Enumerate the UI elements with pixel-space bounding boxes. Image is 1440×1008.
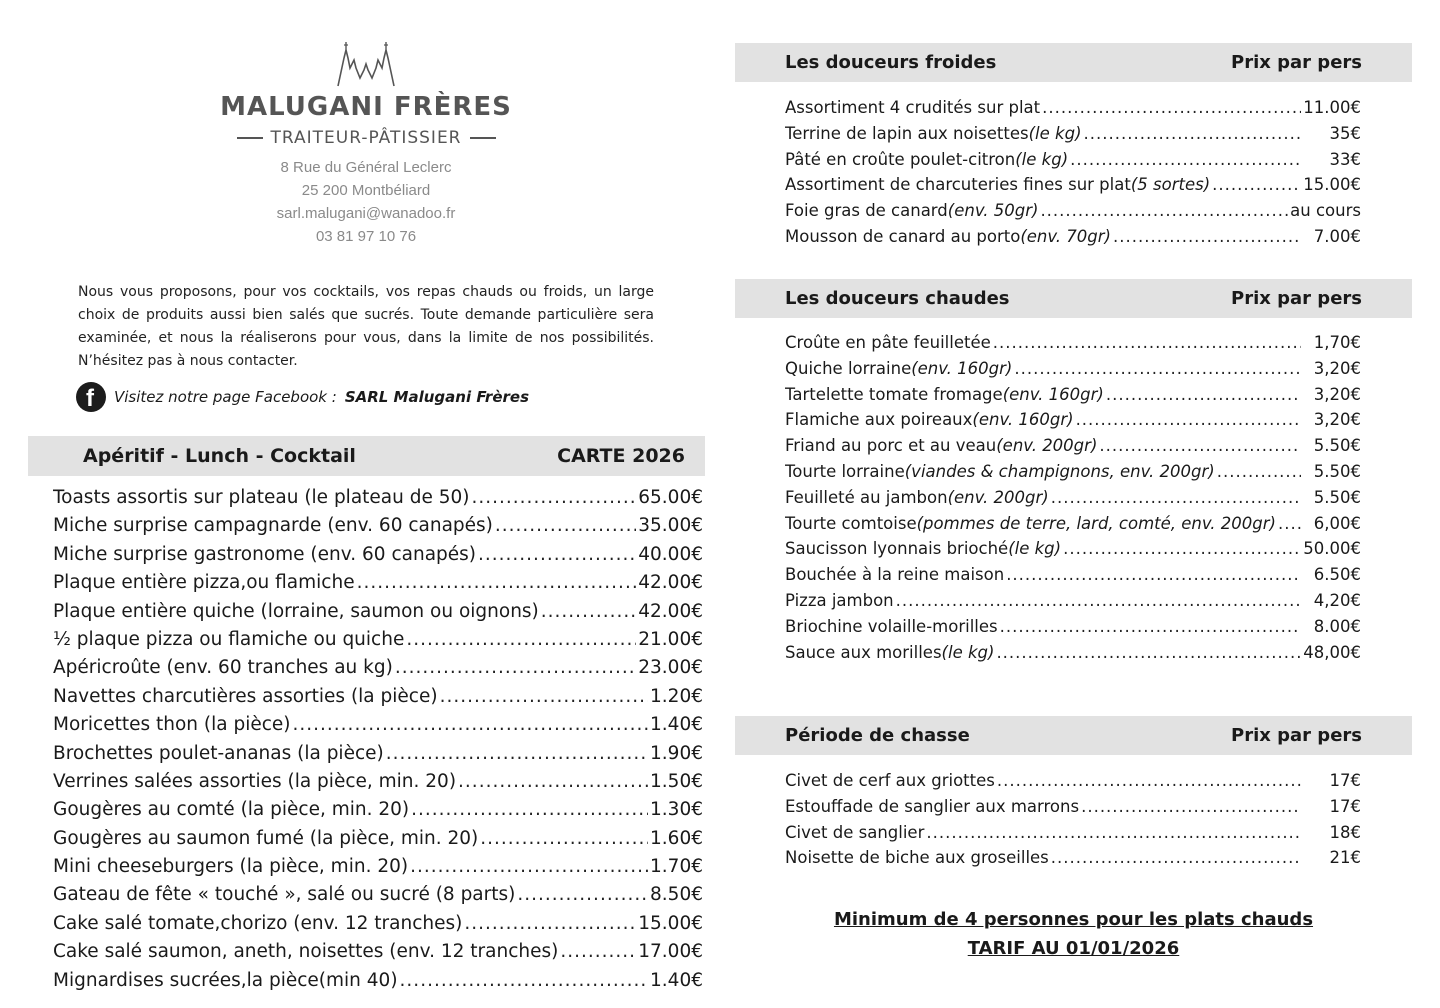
menu-item-name: Plaque entière quiche (lorraine, saumon ou oignons) (53, 600, 539, 622)
menu-item-name: Quiche lorraine (785, 358, 912, 378)
menu-item-name: Briochine volaille-morilles (785, 616, 998, 636)
menu-item-note: (env. 200gr) (947, 487, 1049, 507)
leader-dots (410, 853, 648, 881)
menu-item (53, 512, 703, 540)
address-line2: 25 200 Montbéliard (301, 182, 431, 199)
menu-item-note: (env. 160gr) (911, 358, 1013, 378)
menu-item-name: Plaque entière pizza,ou flamiche (53, 572, 355, 594)
froides-title: Les douceurs froides (785, 52, 997, 73)
menu-item (785, 588, 1361, 614)
menu-item-name: Verrines salées assorties (la pièce, min. 20) (53, 770, 457, 792)
menu-item-price: 7.00€ (1313, 226, 1361, 246)
menu-item-name: Saucisson lyonnais brioché (785, 539, 1009, 559)
menu-item (785, 198, 1361, 224)
menu-item (53, 683, 703, 711)
chasse-list (785, 768, 1361, 871)
leader-dots (1076, 407, 1301, 432)
menu-item-name: Foie gras de canard (785, 201, 948, 221)
menu-item-name: Mousson de canard au porto (785, 226, 1021, 246)
leader-dots (395, 654, 636, 682)
facebook-label: Visitez notre page Facebook : (114, 388, 337, 406)
facebook-page[interactable]: SARL Malugani Frères (344, 388, 529, 406)
menu-item (785, 794, 1361, 820)
menu-item-price: 17€ (1329, 771, 1361, 790)
menu-item (785, 562, 1361, 588)
leader-dots (993, 330, 1301, 355)
leader-dots (1099, 433, 1301, 458)
menu-item-name: Croûte en pâte feuilletée (785, 333, 991, 352)
chasse-tag: Prix par pers (1231, 725, 1362, 746)
menu-item-name: Tartelette tomate fromage (785, 384, 1003, 404)
leader-dots (1217, 459, 1301, 484)
menu-item-name: Mignardises sucrées,la pièce(min 40) (53, 969, 398, 991)
froides-tag: Prix par pers (1231, 52, 1362, 73)
menu-item-price: 21.00€ (638, 628, 703, 650)
menu-item (785, 536, 1361, 562)
email[interactable]: sarl.malugani@wanadoo.fr (276, 205, 456, 222)
menu-item-price: 65.00€ (638, 487, 703, 508)
menu-item (785, 820, 1361, 846)
leader-dots (458, 768, 648, 796)
menu-item (53, 569, 703, 597)
facebook-icon: f (76, 382, 106, 412)
leader-dots (517, 881, 648, 909)
froides-list (785, 95, 1361, 250)
menu-item (53, 598, 703, 626)
menu-item-note: (le kg) (1008, 539, 1062, 559)
leader-dots (357, 569, 637, 597)
menu-item (785, 121, 1361, 147)
menu-item-price: 21€ (1329, 848, 1361, 868)
footer-notes (735, 905, 1412, 963)
chaudes-tag: Prix par pers (1231, 288, 1362, 309)
chaudes-title: Les douceurs chaudes (785, 288, 1010, 309)
leader-dots (1278, 511, 1301, 536)
leader-dots (478, 541, 636, 569)
menu-item-price: 1.90€ (650, 742, 703, 764)
leader-dots (997, 768, 1301, 793)
brand-name: MALUGANI FRÈRES (220, 92, 512, 122)
menu-item-note: (env. 70gr) (1020, 226, 1111, 246)
menu-item (785, 95, 1361, 121)
froides-header (735, 43, 1412, 82)
menu-item (53, 938, 703, 966)
menu-item-name: Terrine de lapin aux noisettes (785, 123, 1029, 143)
menu-item-price: 42.00€ (638, 600, 703, 622)
leader-dots (896, 588, 1301, 613)
church-logo-icon (334, 38, 398, 88)
leader-dots (541, 598, 636, 626)
phone: 03 81 97 10 76 (315, 228, 417, 245)
footer-line1: Minimum de 4 personnes pour les plats chauds (833, 909, 1314, 930)
menu-item (785, 511, 1361, 537)
menu-item-price: 40.00€ (638, 543, 703, 565)
menu-item-price: 42.00€ (638, 572, 703, 594)
menu-item-name: Sauce aux morilles (785, 642, 942, 662)
menu-item-price: 1.20€ (650, 685, 703, 707)
menu-item-note: (le kg) (1015, 149, 1069, 169)
aperitif-header (28, 436, 705, 476)
menu-item-note: (env. 200gr) (996, 436, 1098, 456)
menu-item-name: Gougères au saumon fumé (la pièce, min. 20) (53, 827, 479, 849)
menu-item-price: 6.50€ (1313, 565, 1361, 585)
menu-item-price: 11.00€ (1303, 98, 1361, 117)
leader-dots (1014, 356, 1301, 381)
menu-item (53, 626, 703, 654)
chasse-title: Période de chasse (785, 725, 970, 746)
chasse-header (735, 716, 1412, 755)
menu-item-price: 33€ (1329, 149, 1361, 169)
menu-item (785, 614, 1361, 640)
menu-item-price: 1.60€ (650, 827, 703, 849)
menu-item (53, 853, 703, 881)
intro-text: Nous vous proposons, pour vos cocktails, vos repas chauds ou froids, un large choix de produits aussi bien salés que sucrés. Toute demande particulière sera examinée, et nous la réaliserons pour vous, dans la limite de nos possibilités. N’hésitez pas à nous contacter. (78, 284, 654, 369)
address-block (0, 156, 732, 248)
menu-item-name: Tourte comtoise (785, 513, 917, 533)
menu-item (785, 382, 1361, 408)
chaudes-header (735, 279, 1412, 318)
menu-item (785, 172, 1361, 198)
menu-item-price: 35€ (1329, 123, 1361, 143)
menu-item-price: 8.00€ (1313, 616, 1361, 636)
menu-item-price: 50.00€ (1303, 539, 1361, 559)
leader-dots (411, 796, 648, 824)
menu-item (785, 356, 1361, 382)
menu-item (53, 768, 703, 796)
aperitif-tag: CARTE 2026 (557, 445, 685, 467)
menu-item-price: 48,00€ (1303, 642, 1361, 662)
leader-dots (406, 626, 636, 654)
leader-dots (440, 683, 648, 711)
menu-item (53, 881, 703, 909)
menu-item-price: 1.40€ (650, 714, 703, 736)
menu-item (785, 330, 1361, 356)
menu-item-note: (pommes de terre, lard, comté, env. 200gr) (916, 513, 1276, 533)
leader-dots (480, 825, 648, 853)
leader-dots (386, 740, 648, 768)
menu-item-price: 5.50€ (1313, 487, 1361, 507)
menu-item-price: 3,20€ (1313, 358, 1361, 378)
menu-item-name: Assortiment 4 crudités sur plat (785, 98, 1041, 117)
menu-item-name: Miche surprise gastronome (env. 60 canapés) (53, 543, 477, 565)
menu-item-price: 17.00€ (638, 941, 703, 963)
leader-dots (1051, 485, 1301, 510)
menu-item-price: 35.00€ (638, 515, 703, 537)
menu-item-price: 6,00€ (1313, 513, 1361, 533)
leader-dots (560, 938, 636, 966)
menu-item (785, 485, 1361, 511)
menu-item (785, 640, 1361, 666)
leader-dots (464, 910, 636, 938)
menu-item (53, 740, 703, 768)
menu-item (785, 224, 1361, 250)
leader-dots (1212, 172, 1301, 197)
menu-item-name: Feuilleté au jambon (785, 487, 948, 507)
menu-item-name: Miche surprise campagnarde (env. 60 canapés) (53, 515, 493, 537)
menu-item-name: Brochettes poulet-ananas (la pièce) (53, 742, 384, 764)
menu-item-name: Gougères au comté (la pièce, min. 20) (53, 799, 410, 821)
menu-item-name: Bouchée à la reine maison (785, 565, 1005, 585)
menu-item-name: Moricettes thon (la pièce) (53, 714, 291, 736)
menu-item (53, 910, 703, 938)
leader-dots (1040, 198, 1288, 223)
leader-dots (293, 711, 649, 739)
menu-item-name: Navettes charcutières assorties (la pièce) (53, 685, 438, 707)
menu-item-name: Assortiment de charcuteries fines sur plat (785, 175, 1131, 195)
leader-dots (996, 640, 1301, 665)
facebook-link[interactable] (76, 382, 529, 412)
menu-item-price: 8.50€ (650, 884, 703, 906)
menu-item-price: 4,20€ (1313, 590, 1361, 610)
menu-item-name: Toasts assortis sur plateau (le plateau de 50) (53, 487, 470, 508)
menu-item-price: 1.50€ (650, 770, 703, 792)
menu-item-note: (viandes & champignons, env. 200gr) (904, 461, 1215, 481)
leader-dots (1113, 224, 1301, 249)
menu-item-name: Estouffade de sanglier aux marrons (785, 796, 1080, 816)
menu-item (785, 407, 1361, 433)
menu-item-price: 15.00€ (1303, 175, 1361, 195)
leader-dots (1000, 614, 1301, 639)
menu-item-price: 23.00€ (638, 657, 703, 679)
leader-dots (1063, 536, 1301, 561)
menu-item-price: 3,20€ (1313, 410, 1361, 430)
menu-item (53, 796, 703, 824)
leader-dots (472, 484, 637, 512)
menu-item-name: Tourte lorraine (785, 461, 905, 481)
menu-item-name: Pizza jambon (785, 590, 894, 610)
menu-item (53, 654, 703, 682)
menu-item-price: 5.50€ (1313, 461, 1361, 481)
menu-item-name: Cake salé saumon, aneth, noisettes (env. 12 tranches) (53, 941, 559, 963)
leader-dots (1106, 382, 1301, 407)
menu-item (785, 147, 1361, 173)
menu-item-note: (le kg) (1028, 123, 1082, 143)
menu-item-name: Gateau de fête « touché », salé ou sucré (8 parts) (53, 884, 516, 906)
menu-item (785, 433, 1361, 459)
chaudes-list (785, 330, 1361, 665)
menu-item-price: 17€ (1329, 796, 1361, 816)
menu-item (785, 845, 1361, 871)
menu-item (53, 541, 703, 569)
leader-dots (1006, 562, 1301, 587)
brand-block (0, 38, 732, 248)
brand-subtitle-text: TRAITEUR-PÂTISSIER (270, 128, 462, 148)
menu-item-name: Cake salé tomate,chorizo (env. 12 tranches) (53, 912, 463, 934)
menu-item-price: 1,70€ (1313, 333, 1361, 352)
menu-item-price: au cours (1290, 201, 1361, 221)
menu-item-name: Mini cheeseburgers (la pièce, min. 20) (53, 856, 409, 878)
leader-dots (400, 967, 648, 995)
menu-item-name: Friand au porc et au veau (785, 436, 997, 456)
menu-item-note: (le kg) (941, 642, 995, 662)
aperitif-list (53, 484, 703, 995)
menu-item (53, 484, 703, 512)
aperitif-title: Apéritif - Lunch - Cocktail (83, 445, 356, 467)
menu-item (53, 967, 703, 995)
menu-item-note: (env. 50gr) (947, 201, 1039, 221)
menu-item (53, 825, 703, 853)
menu-item (785, 459, 1361, 485)
menu-item-price: 18€ (1329, 822, 1361, 842)
menu-item-name: Apéricroûte (env. 60 tranches au kg) (53, 657, 393, 679)
menu-item-price: 3,20€ (1313, 384, 1361, 404)
address-line1: 8 Rue du Général Leclerc (280, 159, 452, 176)
menu-item-price: 1.30€ (650, 799, 703, 821)
menu-item-note: (5 sortes) (1130, 175, 1211, 195)
menu-item-price: 15.00€ (638, 912, 703, 934)
leader-dots (1081, 794, 1301, 819)
leader-dots (1051, 845, 1301, 870)
menu-item-name: Civet de cerf aux griottes (785, 771, 995, 790)
menu-item-name: Civet de sanglier (785, 822, 925, 842)
menu-item-name: ½ plaque pizza ou flamiche ou quiche (53, 628, 405, 650)
menu-item-name: Flamiche aux poireaux (785, 410, 973, 430)
menu-item-price: 5.50€ (1313, 436, 1361, 456)
menu-item-price: 1.70€ (650, 856, 703, 878)
leader-dots (926, 820, 1301, 845)
leader-dots (495, 512, 636, 540)
menu-item (53, 711, 703, 739)
menu-item-note: (env. 160gr) (972, 410, 1074, 430)
leader-dots (1070, 147, 1301, 172)
menu-item-name: Noisette de biche aux groseilles (785, 848, 1049, 868)
menu-item-name: Pâté en croûte poulet-citron (785, 149, 1016, 169)
menu-item-price: 1.40€ (650, 969, 703, 991)
leader-dots (1042, 95, 1301, 120)
leader-dots (1084, 121, 1301, 146)
footer-line2: TARIF AU 01/01/2026 (967, 938, 1180, 959)
brand-subtitle (0, 128, 732, 148)
menu-item (785, 768, 1361, 794)
menu-item-note: (env. 160gr) (1002, 384, 1104, 404)
